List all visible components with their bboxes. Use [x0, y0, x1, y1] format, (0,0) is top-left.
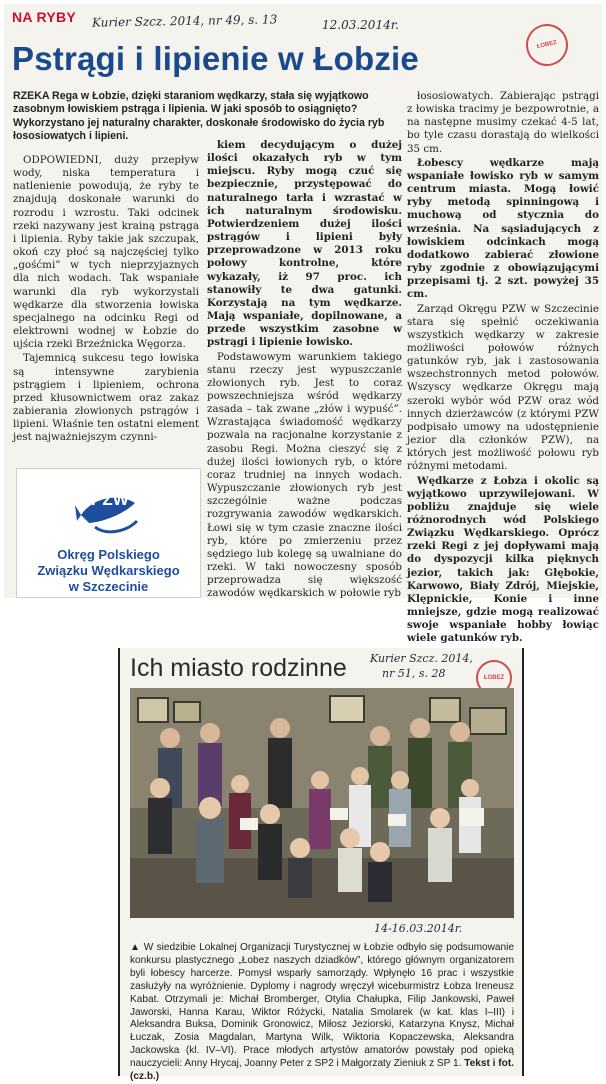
handwritten-source-note: Kurier Szcz. 2014, — [370, 652, 473, 665]
logo-caption-line: Okręg Polskiego — [57, 547, 160, 562]
article-column-1 — [13, 154, 199, 462]
handwritten-source-note: nr 51, s. 28 — [382, 667, 446, 680]
article-paragraph: Zarząd Okręgu PZW w Szczecinie stara się spełnić oczekiwania wszystkich wędkarzy w zakresie możliwości połowów różnych gatunków ryb, jak i zastosowania wszechstronnych metod połowów. Wszyscy wędkarze Okręgu mają szeroki wybór wód PZW oraz wód innych dzierżawców (z którymi PZW podpisało umowy na udostępnienie jezior dla członków PZW), na których jest możliwość połowu ryb różnymi metodami. — [407, 302, 599, 473]
article-paragraph: Wędkarze z Łobza i okolic są wyjątkowo uprzywilejowani. W pobliżu znajduje się wiele różnorodnych wód Polskiego Związku Wędkarskiego. Oprócz rzeki Regi z jej dopływami mają do dyspozycji kilka pięknych jezior, takich jak: Głębokie, Karwowo, Biały Zdrój, Miejskie, Klępnickie, Konie i inne mniejsze, gdzie mogą realizować swoje wspaniałe hobby łowiąc wiele gatunków ryb. — [407, 474, 599, 645]
caption-text: ▲ W siedzibie Lokalnej Organizacji Turystycznej w Łobzie odbyło się podsumowanie konkursu plastycznego „Łobez naszych dziadków”, którego głównym organizatorem byli łobescy harcerze. Pomysł wsparły samorządy. Wpłynęło 16 prac i wszystkie zasłużyły na wyróżnienie. Dyplomy i nagrody wręczył wiceburmistrz Łobza Ireneusz Kabat. Otrzymali je: Michał Bromberger, Otylia Chałupka, Filip Jankowski, Paweł Jaworski, Hanna Karau, Wiktor Różycki, Natalia Smolarek (w kat. klas I–III) i Aleksandra Buksa, Dominik Gronowicz, Miłosz Jeziorski, Katarzyna Knysz, Michał Łuczak, Zosia Magdalan, Martyna Wilk, Wiktoria Kopaczewska, Aleksandra Jackowska (kl. IV–VI). Prace młodych artystów amatorów powstały pod opieką nauczycieli: Anny Hrycaj, Joanny Peter z SP2 i Małgorzaty Zieniuk z SP 1. — [130, 942, 514, 1070]
article-paragraph: Podstawowym warunkiem takiego stanu rzeczy jest wypuszczanie złowionych ryb. Jest to coraz powszechniejsza wśród wędkarzy zasada – tak zwane „złów i wypuść”. Wzrastająca świadomość wędkarzy pozwala na racjonalne korzystanie z zasobu Regi. Można cieszyć się z dużej ilości łowionych ryb, o które coraz trudniej na innych wodach. Wypuszczanie złowionych ryb jest szczególnie ważne podczas rozgrywania zawodów wędkarskich. Łowi się w tym czasie znaczne ilości ryb, które po zmierzeniu przez sędziego lub kolegę są uwalniane do rzeki. W taki nowoczesny sposób przeprowadza się większość zawodów wędkarskich w połowie ryb — [207, 350, 402, 600]
handwritten-source-note: Kurier Szcz. 2014, nr 49, s. 13 — [91, 12, 278, 30]
handwritten-date-note: 12.03.2014r. — [322, 18, 399, 32]
article-paragraph: Łobescy wędkarze mają wspaniałe łowisko ryb w samym centrum miasta. Mogą łowić ryby metodą spinningową i muchową od stycznia do września. Na sąsiadujących z łowiskiem odcinkach mogą dodatkowo zabierać złowione ryby zgodnie z obowiązującymi przepisami tj. 2 szt. powyżej 35 cm. — [407, 156, 599, 301]
group-photo — [130, 688, 514, 918]
article-lead: RZEKA Rega w Łobzie, dzięki staraniom wędkarzy, stała się wyjątkowo zasobnym łowiskiem pstrąga i lipienia. W jaki sposób to osiągnięto? Wykorzystano jej naturalny charakter, doskonałe środowisko do życia ryb łososiowatych i lipieni. — [13, 90, 385, 143]
article-column-2 — [207, 139, 402, 599]
article-paragraph: łososiowatych. Zabierając pstrągi z łowiska tracimy je bezpowrotnie, a na następne musimy czekać 4-5 lat, bo tyle czasu dorastają do wielkości 35 cm. — [407, 90, 599, 155]
pzw-fish-logo-icon — [75, 475, 143, 543]
article-column-3 — [407, 90, 599, 645]
newspaper-clipping-photo — [118, 648, 524, 1083]
article-paragraph: kiem decydującym o dużej ilości okazałych ryb w tym miejscu. Ryby mogą czuć się bezpiecznie, przystępować do naturalnego tarła i wzrastać w ich naturalnym środowisku. Potwierdzeniem dużej ilości pstrągów i lipieni były przeprowadzone w 2013 roku połowy kontrolne, które wykazały, iż 97 proc. ich stanowiły te dwa gatunki. Korzystają na tym wędkarze. Mają wspaniałe, dopilnowane, a przede wszystkim zasobne w pstrągi i lipienie łowisko. — [207, 139, 402, 349]
section-tag: NA RYBY — [12, 9, 77, 25]
article-paragraph: Tajemnicą sukcesu tego łowiska są intensywne zarybienia pstrągiem i lipieniem, ochrona przed kłusownictwem oraz zakaz zabierania złowionych pstrągów i lipieni. Właśnie ten ostatni element jest najważniejszym czynni- — [13, 352, 199, 444]
library-stamp: ŁOBEZ — [522, 20, 572, 70]
article-headline: Pstrągi i lipienie w Łobzie — [12, 40, 419, 77]
pzw-logo-box — [16, 468, 201, 598]
newspaper-clipping-article — [4, 4, 602, 645]
photo-caption — [130, 942, 514, 1084]
article-paragraph: ODPOWIEDNI, duży przepływ wody, niska temperatura i natlenienie powodują, że ryby te znajdują doskonałe warunki do rozrodu i wzrostu. Taki odcinek rzeki nazywany jest krainą pstrąga i lipienia. Ryby takie jak szczupak, okoń czy płoć są najczęściej tylko „gośćmi” w tych nieprzyjaznych dla nich wodach. Tak wspaniałe warunki dla ryb wykorzystali wędkarze dla stworzenia łowiska specjalnego na odcinku Regi od elektrowni wodnej w Łobzie do ujścia rzeki Brzeźnicka Węgorza. — [13, 154, 199, 351]
handwritten-date-note: 14-16.03.2014r. — [374, 922, 463, 935]
photo-credit: Tekst i fot. (cz.b.) — [130, 1058, 514, 1083]
logo-caption-line: Związku Wędkarskiego — [37, 563, 180, 578]
logo-caption-line: w Szczecinie — [68, 579, 149, 594]
photo-headline: Ich miasto rodzinne — [130, 654, 347, 682]
logo-letters: PZW — [91, 490, 129, 509]
library-stamp: ŁOBEZ — [476, 660, 512, 696]
